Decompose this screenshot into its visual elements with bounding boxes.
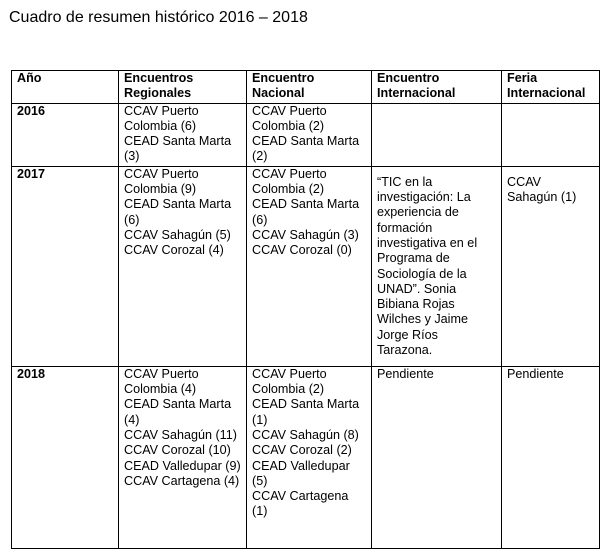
list-item: CCAV Corozal (2) (252, 443, 352, 458)
table-row (12, 103, 600, 166)
list-item: CCAV Puerto Colombia (2) (252, 366, 327, 397)
fair-cell: Pendiente (502, 366, 600, 548)
header-year: Año (12, 71, 119, 104)
header-international-fair: Feria Internacional (502, 71, 600, 104)
list-item: CCAV Cartagena (1) (252, 489, 349, 519)
list-item: CCAV Corozal (4) (124, 243, 224, 258)
table-row (12, 366, 600, 548)
year-cell: 2016 (12, 103, 119, 166)
presentation-text: “TIC en la investigación: La experiencia de formación investigativa en el Programa de Sociología de la UNAD”. Sonia Bibiana Rojas Wilches y Jaime Jorge Ríos Tarazona. (377, 174, 478, 358)
list-item: CCAV Sahagún (3) (252, 227, 359, 242)
year-cell: 2018 (12, 366, 119, 548)
list-item: CEAD Valledupar (9) (124, 458, 241, 473)
list-item: CEAD Santa Marta (6) (124, 197, 232, 227)
header-regional-meetings: Encuentros Regionales (119, 71, 247, 104)
list-item: CCAV Corozal (10) (124, 443, 231, 458)
list-item: CEAD Santa Marta (4) (124, 397, 232, 427)
header-row (12, 71, 600, 104)
table-row (12, 166, 600, 366)
international-cell: Pendiente (372, 366, 502, 548)
list-item: CEAD Santa Marta (2) (252, 134, 360, 164)
regional-cell (119, 366, 247, 548)
list-item: CEAD Valledupar (5) (252, 458, 350, 488)
list-item: CEAD Santa Marta (6) (252, 197, 360, 227)
fair-entry: CCAV Sahagún (1) (507, 174, 577, 205)
list-item: CCAV Puerto Colombia (6) (124, 103, 199, 133)
list-item: CCAV Sahagún (11) (124, 427, 237, 442)
list-item: CCAV Cartagena (4) (124, 473, 240, 488)
list-item: CCAV Puerto Colombia (2) (252, 103, 327, 133)
list-item: CCAV Corozal (0) (252, 243, 352, 258)
list-item: CEAD Santa Marta (3) (124, 134, 232, 164)
fair-cell (502, 103, 600, 166)
list-item: CCAV Puerto Colombia (4) (124, 366, 199, 397)
list-item: CCAV Puerto Colombia (9) (124, 166, 199, 197)
list-item: CCAV Sahagún (8) (252, 427, 359, 442)
fair-cell (502, 166, 600, 366)
list-item: CEAD Santa Marta (1) (252, 397, 360, 427)
international-cell (372, 166, 502, 366)
summary-table (11, 70, 600, 549)
document-title: Cuadro de resumen histórico 2016 – 2018 (9, 9, 308, 26)
national-cell (247, 366, 372, 548)
year-cell: 2017 (12, 166, 119, 366)
list-item: CCAV Puerto Colombia (2) (252, 166, 327, 197)
regional-cell (119, 103, 247, 166)
international-cell (372, 103, 502, 166)
header-international-meeting: Encuentro Internacional (372, 71, 502, 104)
national-cell (247, 103, 372, 166)
regional-cell (119, 166, 247, 366)
list-item: CCAV Sahagún (5) (124, 227, 231, 242)
header-national-meeting: Encuentro Nacional (247, 71, 372, 104)
national-cell (247, 166, 372, 366)
